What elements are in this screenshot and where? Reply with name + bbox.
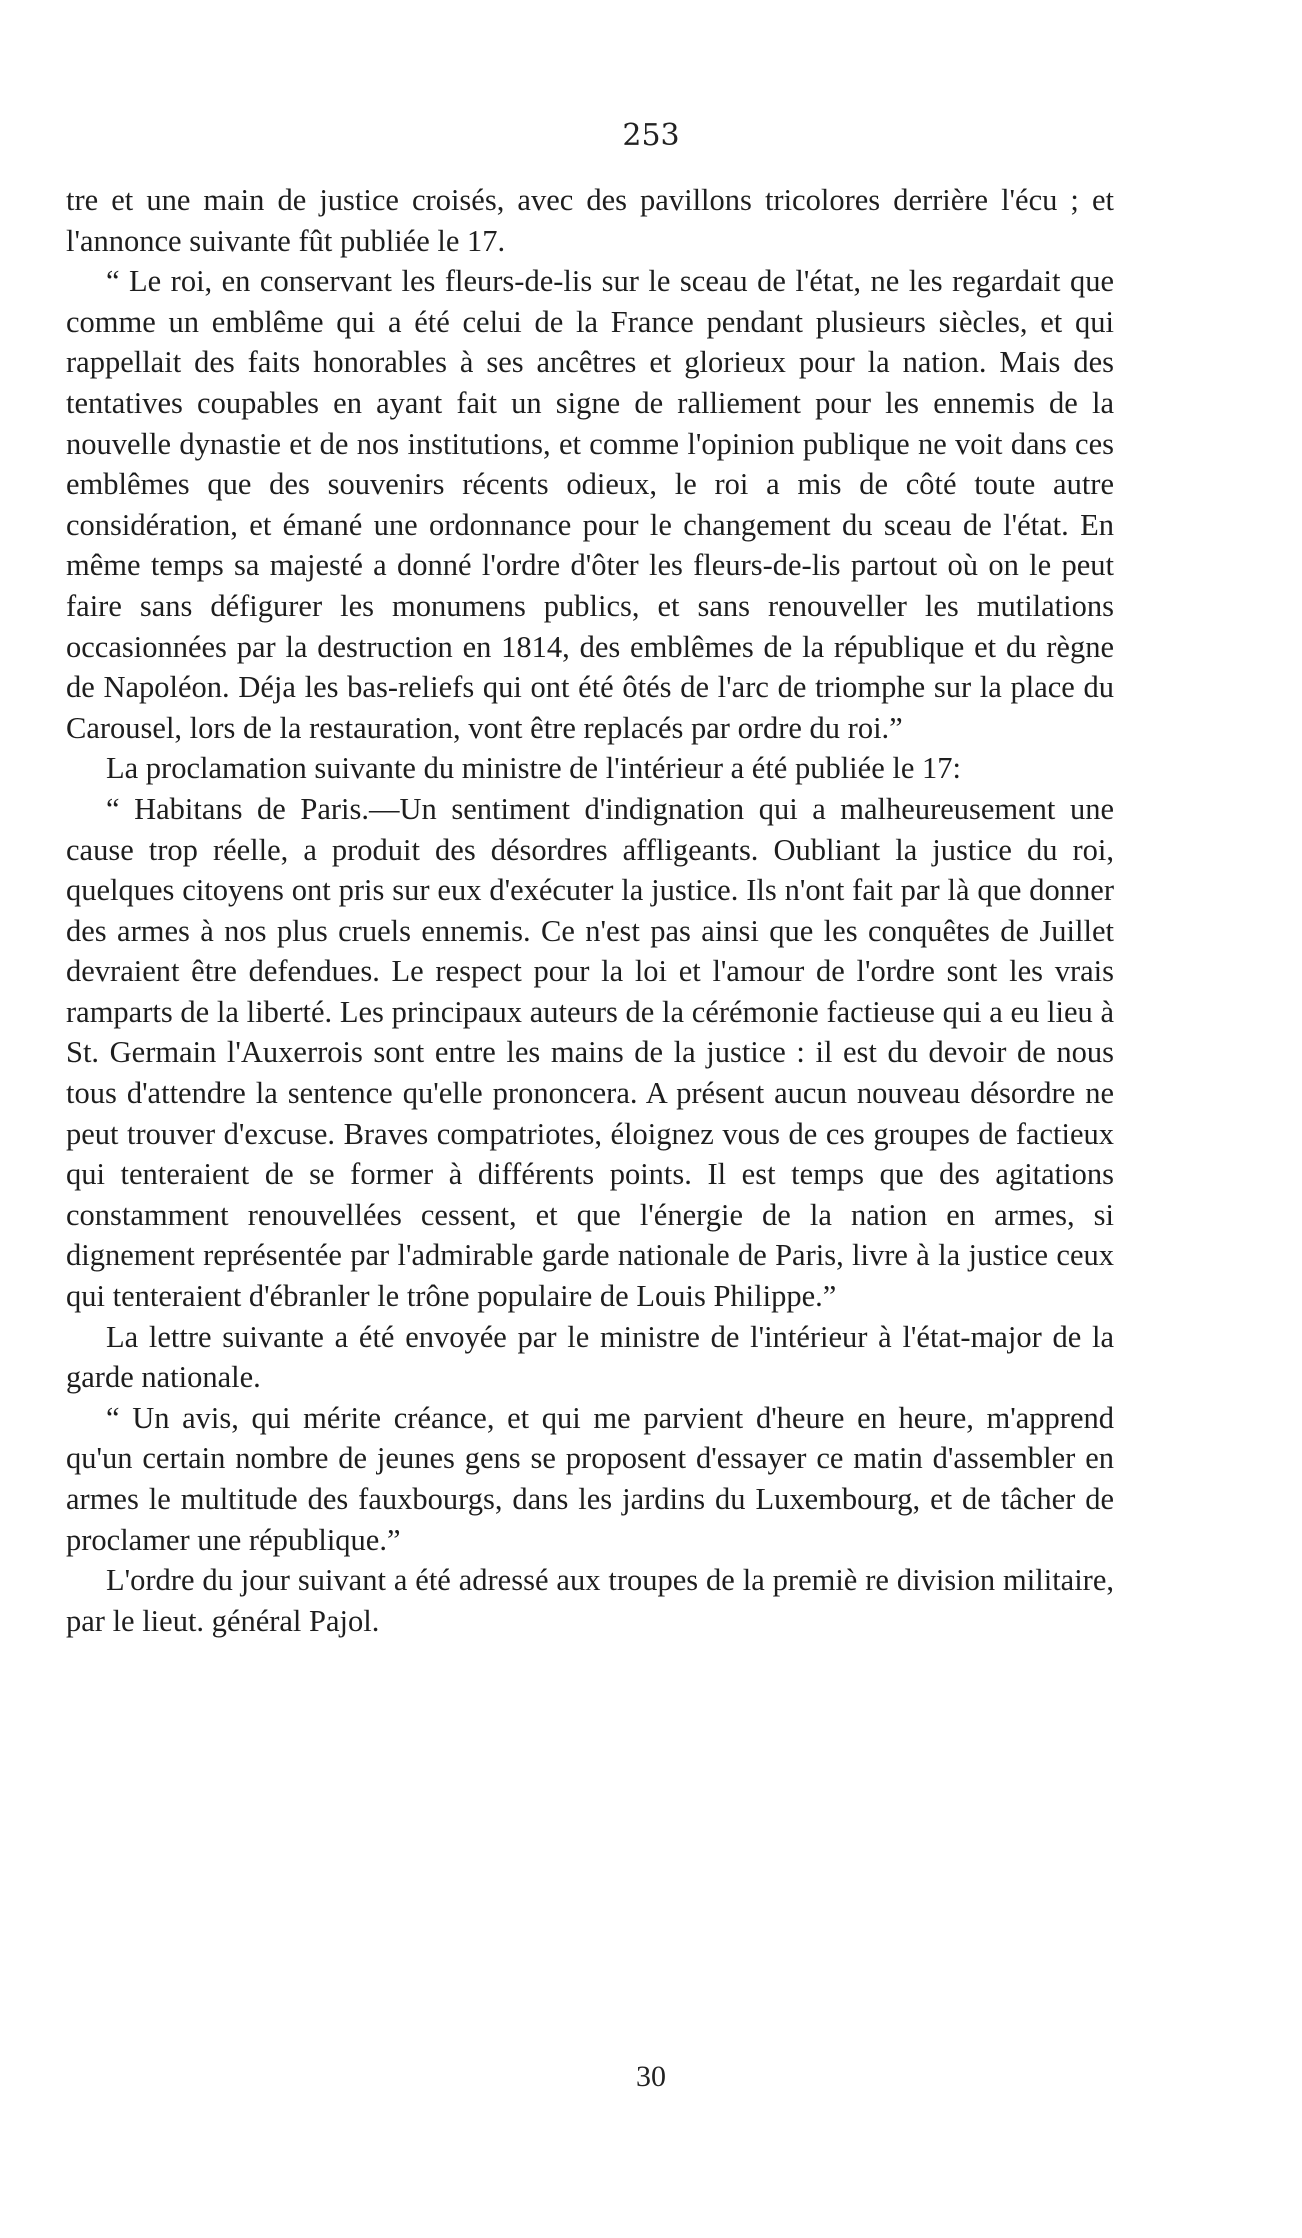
body-text bbox=[66, 180, 1114, 1641]
paragraph-1: tre et une main de justice croisés, avec des pavillons tricolores derrière l'écu ; et l'annonce suivante fût publiée le 17. bbox=[66, 183, 1114, 258]
paragraph-6: “ Un avis, qui mérite créance, et qui me parvient d'heure en heure, m'apprend qu'un certain nombre de jeunes gens se proposent d'essayer ce matin d'assembler en armes le multitude des fauxbourgs, dans les jardins du Luxembourg, et de tâcher de proclamer une république.” bbox=[66, 1400, 1114, 1557]
paragraph-5: La lettre suivante a été envoyée par le ministre de l'intérieur à l'état-major de la garde nationale. bbox=[66, 1319, 1114, 1395]
paragraph-7: L'ordre du jour suivant a été adressé aux troupes de la premiè re division militaire, par le lieut. général Pajol. bbox=[66, 1563, 1114, 1638]
paragraph-2: “ Le roi, en conservant les fleurs-de-lis sur le sceau de l'état, ne les regardait que comme un emblême qui a été celui de la France pendant plusieurs siècles, et qui rappellait des faits honorables à ses ancêtres et glorieux pour la nation. Mais des tentatives coupables en ayant fait un signe de ralliement pour les ennemis de la nouvelle dynastie et de nos institutions, et comme l'opinion publique ne voit dans ces emblêmes que des souvenirs récents odieux, le roi a mis de côté toute autre considération, et émané une ordonnance pour le changement du sceau de l'état. En même temps sa majesté a donné l'ordre d'ôter les fleurs-de-lis partout où on le peut faire sans défigurer les monumens publics, et sans renouveller les mutilations occasionnées par la destruction en 1814, des emblêmes de la république et du règne de Napoléon. Déja les bas-reliefs qui ont été ôtés de l'arc de triomphe sur la place du Carousel, lors de la restauration, vont être replacés par ordre du roi.” bbox=[66, 264, 1114, 745]
signature-mark: 30 bbox=[636, 2060, 666, 2093]
paragraph-4: “ Habitans de Paris.—Un sentiment d'indignation qui a malheureusement une cause trop réelle, a produit des désordres affligeants. Oubliant la justice du roi, quelques citoyens ont pris sur eux d'exécuter la justice. Ils n'ont fait par là que donner des armes à nos plus cruels ennemis. Ce n'est pas ainsi que les conquêtes de Juillet devraient être defendues. Le respect pour la loi et l'amour de l'ordre sont les vrais ramparts de la liberté. Les principaux auteurs de la cérémonie factieuse qui a eu lieu à St. Germain l'Auxerrois sont entre les mains de la justice : il est du devoir de nous tous d'attendre la sentence qu'elle prononcera. A présent aucun nouveau désordre ne peut trouver d'excuse. Braves compatriotes, éloignez vous de ces groupes de factieux qui tenteraient de se former à différents points. Il est temps que des agitations constamment renouvellées cessent, et que l'énergie de la nation en armes, si dignement représentée par l'admirable garde nationale de Paris, livre à la justice ceux qui tenteraient d'ébranler le trône populaire de Louis Philippe.” bbox=[66, 791, 1114, 1314]
paragraph-3: La proclamation suivante du ministre de l'intérieur a été publiée le 17: bbox=[106, 751, 961, 786]
page-number: 253 bbox=[622, 118, 680, 153]
